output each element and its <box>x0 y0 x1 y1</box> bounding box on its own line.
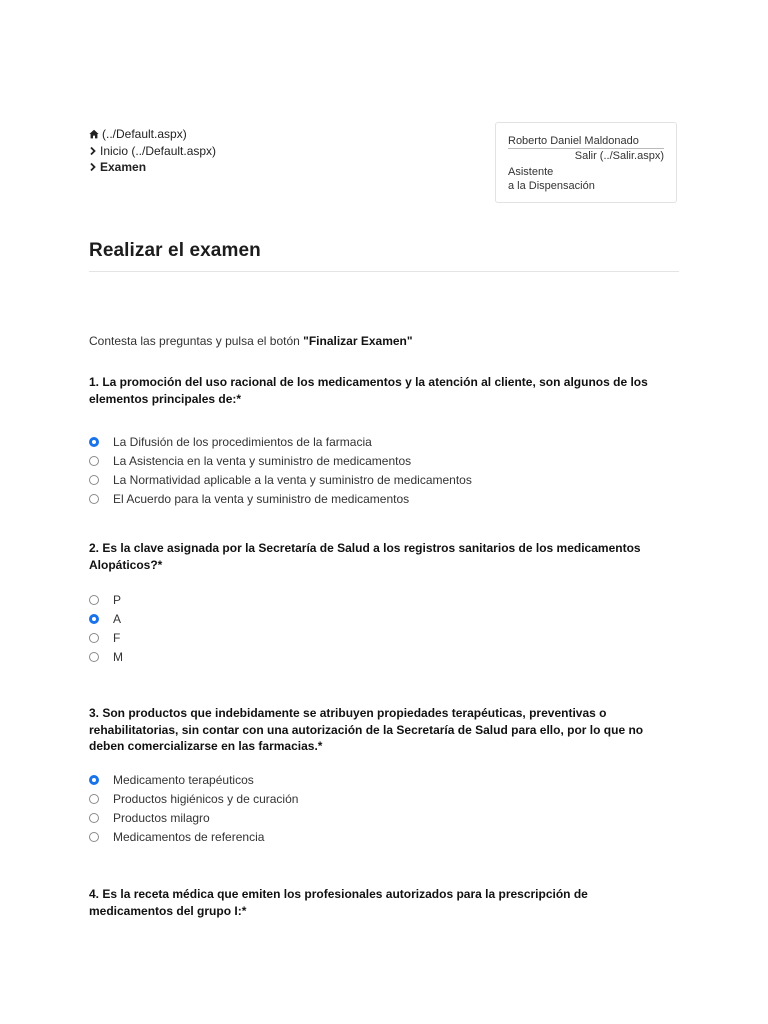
answer-option[interactable] <box>89 790 669 809</box>
question-4 <box>89 886 669 919</box>
radio-button[interactable] <box>89 633 99 643</box>
question-1 <box>89 374 669 508</box>
title-divider <box>89 271 679 272</box>
question-text: 4. Es la receta médica que emiten los profesionales autorizados para la prescripción de medicamentos del grupo I:* <box>89 887 588 918</box>
radio-button[interactable] <box>89 494 99 504</box>
page-title: Realizar el examen <box>89 240 261 261</box>
breadcrumb-home-label[interactable]: (../Default.aspx) <box>102 127 187 142</box>
chevron-right-icon <box>89 162 97 172</box>
breadcrumb <box>89 126 216 176</box>
radio-button[interactable] <box>89 813 99 823</box>
option-label[interactable]: Medicamento terapéuticos <box>113 773 254 787</box>
answer-option[interactable] <box>89 432 669 451</box>
radio-button[interactable] <box>89 794 99 804</box>
user-role-line1: Asistente <box>508 165 554 178</box>
answer-option[interactable] <box>89 809 669 828</box>
radio-button[interactable] <box>89 832 99 842</box>
answer-option[interactable] <box>89 628 669 647</box>
breadcrumb-current <box>89 159 216 176</box>
option-label[interactable]: F <box>113 630 121 645</box>
option-label[interactable]: La Asistencia en la venta y suministro de medicamentos <box>113 453 412 468</box>
breadcrumb-inicio-label[interactable]: Inicio (../Default.aspx) <box>100 143 217 158</box>
answer-option[interactable] <box>89 609 669 628</box>
answer-option[interactable] <box>89 470 669 489</box>
option-label[interactable]: Productos higiénicos y de curación <box>113 792 299 806</box>
answer-option[interactable] <box>89 489 669 508</box>
answer-option[interactable] <box>89 771 669 790</box>
option-label[interactable]: Medicamentos de referencia <box>113 830 265 844</box>
option-label[interactable]: La Difusión de los procedimientos de la farmacia <box>113 434 372 449</box>
answer-option[interactable] <box>89 590 669 609</box>
question-text: 3. Son productos que indebidamente se atribuyen propiedades terapéuticas, preventivas o rehabilitatorias, sin contar con una autorización de la Secretaría de Salud para ello, por lo que no deben comercializarse en las farmacias.* <box>89 706 644 753</box>
radio-button[interactable] <box>89 614 99 624</box>
breadcrumb-current-label: Examen <box>100 160 147 175</box>
option-label[interactable]: La Normatividad aplicable a la venta y suministro de medicamentos <box>113 472 472 487</box>
radio-button[interactable] <box>89 775 99 785</box>
answer-options <box>89 590 669 666</box>
option-label[interactable]: P <box>113 592 122 607</box>
answer-option[interactable] <box>89 828 669 847</box>
instructions-button-name: "Finalizar Examen" <box>303 334 413 348</box>
answer-option[interactable] <box>89 647 669 666</box>
answer-options <box>89 432 669 508</box>
option-label[interactable]: M <box>113 649 123 664</box>
question-2 <box>89 540 669 666</box>
exam-instructions <box>89 334 413 348</box>
breadcrumb-home[interactable] <box>89 126 216 143</box>
option-label[interactable]: El Acuerdo para la venta y suministro de medicamentos <box>113 491 410 506</box>
option-label[interactable]: Productos milagro <box>113 811 210 825</box>
user-info-panel <box>495 122 677 203</box>
question-text: 1. La promoción del uso racional de los medicamentos y la atención al cliente, son algunos de los elementos principales de:* <box>89 375 648 406</box>
radio-button[interactable] <box>89 595 99 605</box>
radio-button[interactable] <box>89 456 99 466</box>
answer-options <box>89 771 669 847</box>
answer-option[interactable] <box>89 451 669 470</box>
radio-button[interactable] <box>89 475 99 485</box>
question-3 <box>89 705 669 847</box>
question-text: 2. Es la clave asignada por la Secretaría de Salud a los registros sanitarios de los medicamentos Alopáticos?* <box>89 541 641 572</box>
breadcrumb-inicio[interactable] <box>89 143 216 160</box>
option-label[interactable]: A <box>113 611 122 626</box>
instructions-text: Contesta las preguntas y pulsa el botón <box>89 334 304 348</box>
radio-button[interactable] <box>89 437 99 447</box>
chevron-right-icon <box>89 146 97 156</box>
user-role-line2: a la Dispensación <box>508 180 595 192</box>
radio-button[interactable] <box>89 652 99 662</box>
home-icon <box>89 129 99 139</box>
user-name: Roberto Daniel Maldonado <box>508 135 639 147</box>
logout-link[interactable]: Salir (../Salir.aspx) <box>508 148 664 163</box>
